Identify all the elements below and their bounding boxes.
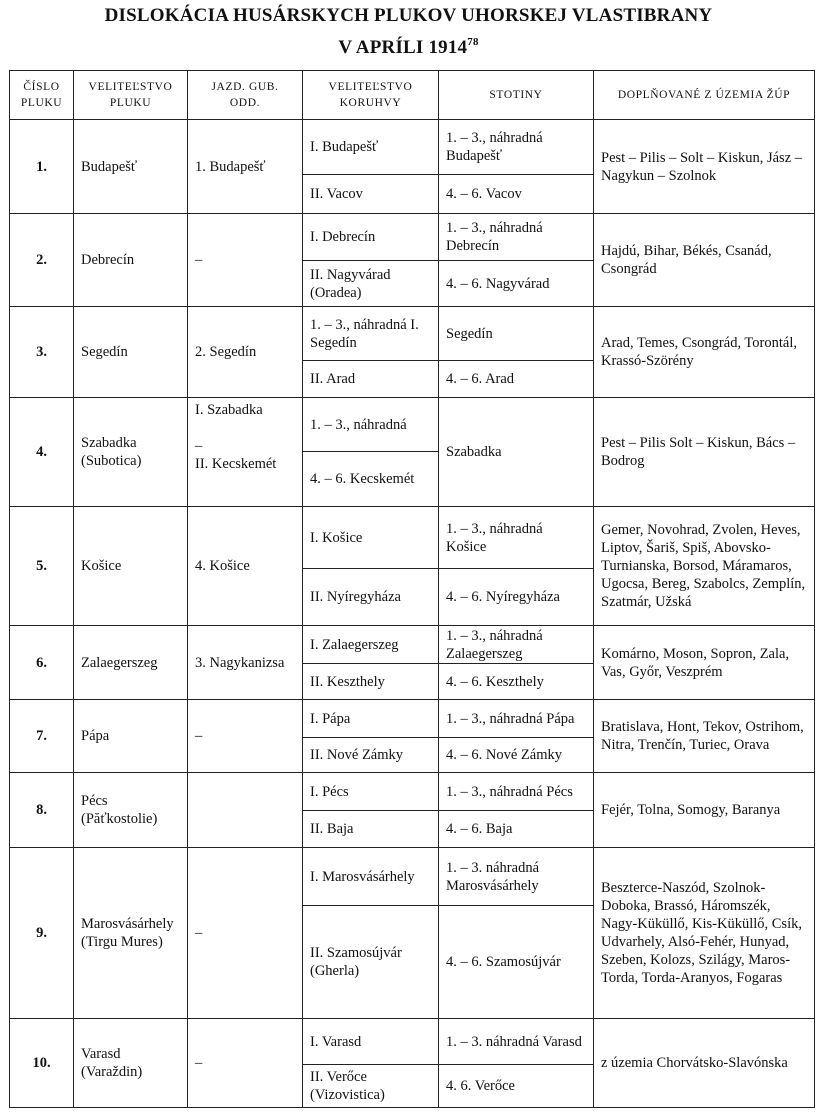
companies-cell [439,700,594,773]
recruitment-counties: z územia Chorvátsko-Slavónska [594,1019,815,1108]
squadron-hq: I. Varasd [303,1019,438,1065]
squadron-hq-cell [303,507,439,626]
companies: 1. – 3., náhradná Zalaegerszeg [439,626,593,664]
companies: 4. – 6. Nové Zámky [446,747,562,763]
squadron-hq: I. Budapešť [303,120,438,175]
squadron-hq-cell [303,773,439,848]
companies: 4. – 6. Keszthely [446,673,544,690]
squadron-hq: II. Arad [310,371,356,387]
squadron-hq: II. Vacov [310,186,363,202]
squadron-hq-cell [303,214,439,307]
regiment-number: 1. [10,120,74,214]
squadron-hq-cell [303,120,439,214]
companies-cell [439,773,594,848]
companies-cell [439,626,594,700]
table-row [10,507,815,626]
regiment-number: 7. [10,700,74,773]
squadron-hq: I. Pápa [303,700,438,738]
companies-cell [439,214,594,307]
regiment-hq: Szabadka (Subotica) [74,398,188,507]
companies-cell [439,398,594,507]
companies: 4. – 6. Szamosújvár [446,954,561,970]
header-regiment-number: ČÍSLO PLUKU [10,71,74,120]
regiment-number: 10. [10,1019,74,1108]
table-row [10,626,815,700]
squadron-hq-cell [303,626,439,700]
header-counties: DOPLŇOVANÉ Z ÚZEMIA ŽÚP [594,71,815,120]
squadron-hq: II. Szamosújvár (Gherla) [310,945,402,979]
document-subtitle [0,31,817,59]
companies: 4. – 6. Nyíregyháza [446,589,560,605]
squadron-hq: 1. – 3., náhradná [303,398,438,452]
squadron-hq-cell [303,398,439,507]
regiment-number: 3. [10,307,74,398]
squadron-hq-cell [303,700,439,773]
companies: 4. – 6. Arad [446,371,515,387]
cavalry-brigade: 4. Košice [188,507,303,626]
regiment-number: 6. [10,626,74,700]
recruitment-counties: Pest – Pilis – Solt – Kiskun, Jász – Nagykun – Szolnok [594,120,815,214]
recruitment-counties: Pest – Pilis Solt – Kiskun, Bács – Bodrog [594,398,815,507]
companies: 1. – 3., náhradná Pécs [439,773,593,811]
regiment-table [9,70,815,1108]
squadron-hq: II. Nagyvárad (Oradea) [310,266,391,301]
companies: 1. – 3. náhradná Marosvásárhely [439,848,593,906]
squadron-hq: 1. – 3., náhradná I. Segedín [303,307,438,361]
cavalry-brigade [188,398,303,507]
regiment-number: 5. [10,507,74,626]
footnote-mark: 78 [467,36,479,48]
cavalry-brigade-a: I. Szabadka [195,402,263,418]
header-cavalry-brigade: JAZD. GUB. ODD. [188,71,303,120]
squadron-hq: II. Keszthely [310,673,385,690]
regiment-hq: Pécs (Păťkostolie) [74,773,188,848]
header-squadron-hq: VELITEĽSTVO KORUHVY [303,71,439,120]
recruitment-counties: Gemer, Novohrad, Zvolen, Heves, Liptov, Šariš, Spiš, Abovsko-Turnianska, Borsod, Máramaros, Ugocsa, Bereg, Szabolcs, Zemplín, Szatmár, Užská [594,507,815,626]
regiment-hq: Segedín [74,307,188,398]
squadron-hq: II. Verőce (Vizovistica) [310,1069,385,1103]
regiment-number: 2. [10,214,74,307]
cavalry-brigade: – [188,700,303,773]
companies-cell [439,1019,594,1108]
companies-cell [439,307,594,398]
recruitment-counties: Bratislava, Hont, Tekov, Ostrihom, Nitra, Trenčín, Turiec, Orava [594,700,815,773]
cavalry-brigade: 1. Budapešť [188,120,303,214]
cavalry-brigade: 3. Nagykanizsa [188,626,303,700]
cavalry-brigade: – [188,214,303,307]
table-row [10,700,815,773]
companies: Szabadka [446,444,502,460]
companies: 1. – 3., náhradná Debrecín [439,214,593,261]
squadron-hq-cell [303,1019,439,1108]
header-companies: STOTINY [439,71,594,120]
cavalry-brigade: – [188,848,303,1019]
companies: 4. – 6. Baja [446,821,513,837]
companies: 4. – 6. Vacov [446,186,522,202]
table-row [10,307,815,398]
regiment-hq: Debrecín [74,214,188,307]
companies: 4. 6. Verőce [446,1078,515,1094]
table-row [10,773,815,848]
squadron-hq: I. Zalaegerszeg [303,626,438,664]
squadron-hq: I. Debrecín [303,214,438,261]
regiment-number: 8. [10,773,74,848]
squadron-hq: 4. – 6. Kecskemét [310,471,415,487]
companies: 1. – 3., náhradná Budapešť [439,120,593,175]
table-row [10,848,815,1019]
squadron-hq-cell [303,307,439,398]
regiment-number: 9. [10,848,74,1019]
cavalry-brigade-b: II. Kecskemét [195,456,277,472]
table-row [10,120,815,214]
squadron-hq: I. Košice [303,507,438,569]
companies: 1. – 3., náhradná Pápa [439,700,593,738]
recruitment-counties: Arad, Temes, Csongrád, Torontál, Krassó-Szörény [594,307,815,398]
squadron-hq: I. Marosvásárhely [303,848,438,906]
regiment-hq: Pápa [74,700,188,773]
squadron-hq: I. Pécs [303,773,438,811]
table-row [10,214,815,307]
regiment-number: 4. [10,398,74,507]
header-regiment-hq: VELITEĽSTVO PLUKU [74,71,188,120]
squadron-hq: II. Baja [310,821,354,837]
recruitment-counties: Fejér, Tolna, Somogy, Baranya [594,773,815,848]
cavalry-brigade [188,773,303,848]
companies-cell [439,507,594,626]
cavalry-brigade-separator: – [195,438,203,454]
document-title: DISLOKÁCIA HUSÁRSKYCH PLUKOV UHORSKEJ VLASTIBRANY [104,5,713,26]
companies: 1. – 3. náhradná Varasd [439,1019,593,1065]
cavalry-brigade: 2. Segedín [188,307,303,398]
header-row [10,71,815,120]
squadron-hq: II. Nové Zámky [310,747,404,763]
recruitment-counties: Komárno, Moson, Sopron, Zala, Vas, Győr, Veszprém [594,626,815,700]
companies: 4. – 6. Nagyvárad [446,275,550,292]
companies: 1. – 3., náhradná Košice [439,507,593,569]
table-row [10,398,815,507]
recruitment-counties: Hajdú, Bihar, Békés, Csanád, Csongrád [594,214,815,307]
companies-cell [439,120,594,214]
companies-cell [439,848,594,1019]
squadron-hq-cell [303,848,439,1019]
cavalry-brigade: – [188,1019,303,1108]
regiment-hq: Budapešť [74,120,188,214]
regiment-hq: Marosvásárhely (Tirgu Mures) [74,848,188,1019]
regiment-hq: Varasd (Varaždin) [74,1019,188,1108]
regiment-hq: Zalaegerszeg [74,626,188,700]
regiment-hq: Košice [74,507,188,626]
subtitle-text: V APRÍLI 1914 [338,37,468,58]
companies: Segedín [439,307,593,361]
recruitment-counties: Beszterce-Naszód, Szolnok-Doboka, Brassó, Háromszék, Nagy-Küküllő, Kis-Küküllő, Csík, Udvarhely, Alsó-Fehér, Hunyad, Szeben, Kolozs, Szilágy, Maros-Torda, Torda-Aranyos, Fogaras [594,848,815,1019]
table-row [10,1019,815,1108]
squadron-hq: II. Nyíregyháza [310,589,401,605]
